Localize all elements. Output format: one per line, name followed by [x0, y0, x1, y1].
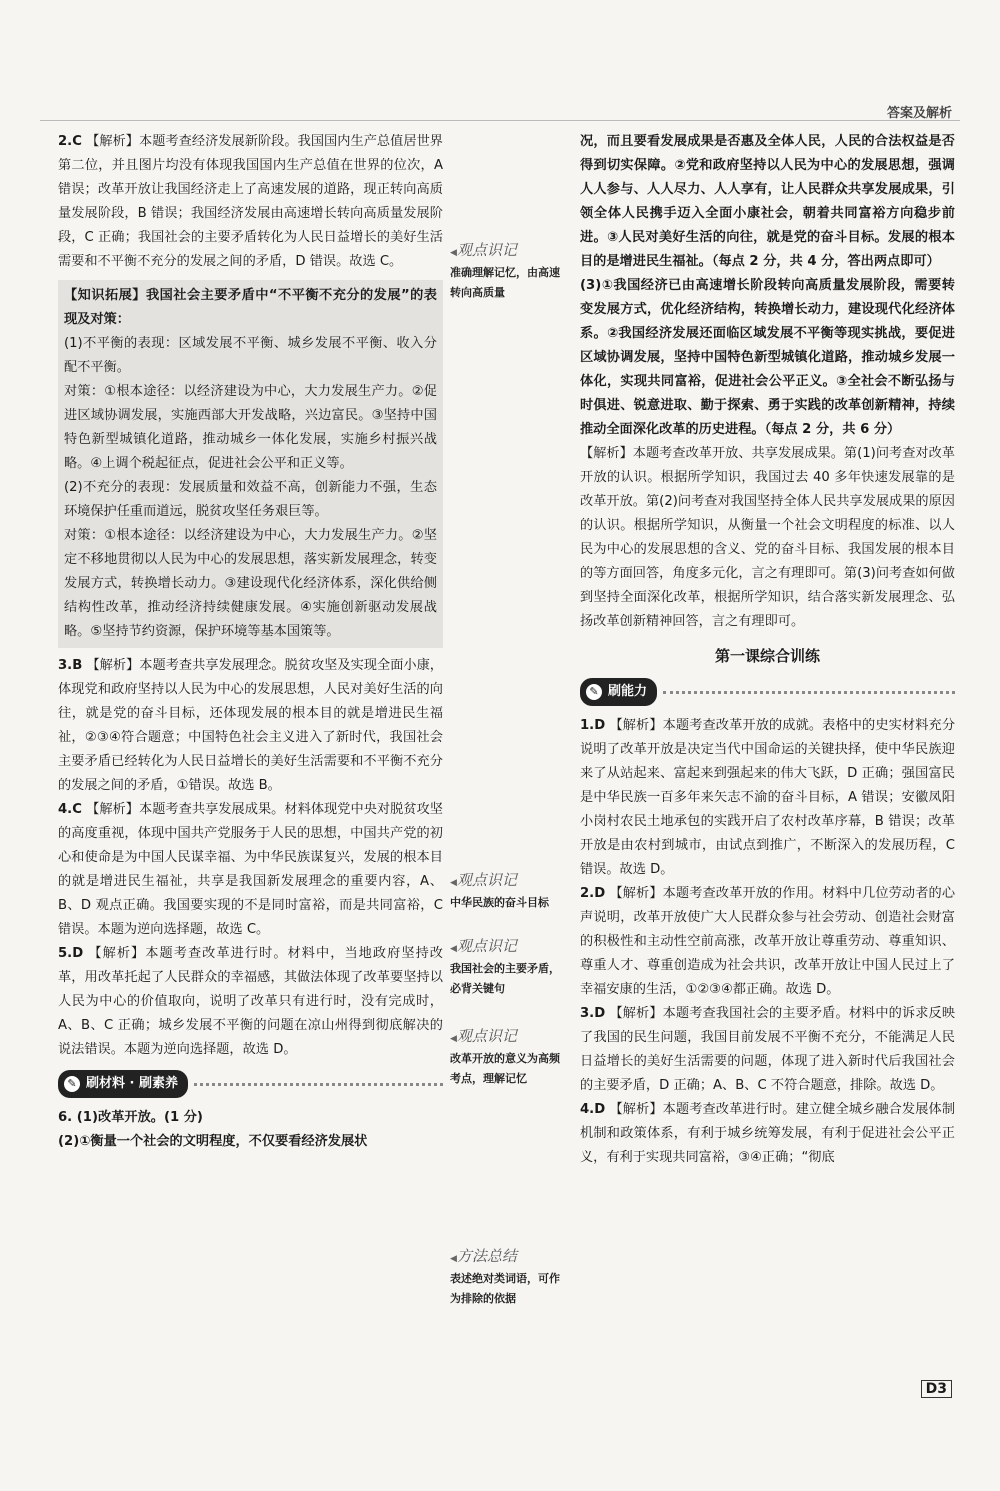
answer-letter: D: [594, 718, 606, 733]
expansion-item: 对策：①根本途径：以经济建设为中心，大力发展生产力。②促进区域协调发展，实施西部大开发战略，兴边富民。③坚持中国特色新型城镇化道路，推动城乡一体化发展，实施乡村振兴战略。④上调个税起征点，促进社会公平和正义等。: [64, 384, 437, 471]
question-6-part-1: 6. (1)改革开放。(1 分): [58, 1110, 203, 1125]
question-2: [58, 130, 443, 274]
expansion-title: 【知识拓展】我国社会主要矛盾中“不平衡不充分的发展”的表现及对策：: [64, 288, 437, 327]
question-text: 【解析】本题考查改革进行时。建立健全城乡融合发展体制机制和政策体系，有利于城乡统筹发展，有利于促进社会公平正义，有利于实现共同富裕，③④正确；“彻底: [580, 1102, 956, 1165]
side-note-2: [450, 870, 568, 913]
question-6-part-3: (3)①我国经济已由高速增长阶段转向高质量发展阶段，需要转变发展方式，优化经济结构，转换增长动力，建设现代化经济体系。②我国经济发展还面临区域发展不平衡等现实挑战，要促进区域协调发展，坚持中国特色新型城镇化道路，推动城乡发展一体化，实现共同富裕，促进社会公平正义。③全社会不断弘扬与时俱进、锐意进取、勤于探索、勇于实践的改革创新精神，持续推动全面深化改革的历史进程。（每点 2 分，共 6 分）: [580, 278, 955, 437]
expansion-item: (1)不平衡的表现：区域发展不平衡、城乡发展不平衡、收入分配不平衡。: [64, 336, 437, 375]
side-note-text: 准确理解记忆，由高速转向高质量: [450, 266, 560, 299]
answer-letter: D: [594, 886, 606, 901]
page-header: 答案及解析: [886, 106, 952, 121]
question-number: 3.: [58, 658, 73, 673]
banner-tag: [58, 1070, 188, 1098]
banner-tag: [580, 678, 657, 706]
side-note-5: [450, 1246, 568, 1309]
side-note-title: ◀ 观点识记: [450, 936, 568, 959]
expansion-item: 对策：①根本途径：以经济建设为中心，大力发展生产力。②坚定不移地贯彻以人民为中心的发展思想，落实新发展理念，转变发展方式，转换增长动力。③建设现代化经济体系，深化供给侧结构性改革，推动经济持续健康发展。④实施创新驱动发展战略。⑤坚持节约资源，保护环境等基本国策等。: [64, 528, 437, 639]
question-6-part-2: (2)①衡量一个社会的文明程度，不仅要看经济发展状: [58, 1134, 368, 1149]
question-3: [58, 654, 443, 798]
side-note-text: 改革开放的意义为高频考点，理解记忆: [450, 1052, 560, 1085]
answer-letter: D: [72, 946, 84, 961]
question-text: 【解析】本题考查改革开放的作用。材料中几位劳动者的心声说明，改革开放使广大人民群众参与社会劳动、创造社会财富的积极性和主动性空前高涨，改革开放让尊重劳动、尊重知识、尊重人才、尊重创造成为社会共识，改革开放让中国人民过上了幸福安康的生活，①②③④都正确。故选 D。: [580, 886, 956, 997]
question-6-analysis: 【解析】本题考查改革开放、共享发展成果。第(1)问考查对改革开放的认识。根据所学知识，我国过去 40 多年快速发展靠的是改革开放。第(2)问考查对我国坚持全体人民共享发展成果的原因的认识。根据所学知识，从衡量一个社会文明程度的标准、以人民为中心的发展思想的含义、党的奋斗目标、我国发展的根本目的等方面回答，角度多元化，言之有理即可。第(3)问考查如何做到坚持全面深化改革，根据所学知识，结合落实新发展理念、弘扬改革创新精神回答，言之有理即可。: [580, 446, 955, 629]
question-4: [58, 798, 443, 942]
left-column: [58, 130, 443, 1154]
ability-question-4: [580, 1098, 955, 1170]
side-note-text: 我国社会的主要矛盾，必背关键句: [450, 962, 560, 995]
question-6-part-2-continued: 况，而且要看发展成果是否惠及全体人民，人民的合法权益是否得到切实保障。②党和政府坚持以人民为中心的发展思想，强调人人参与、人人尽力、人人享有，让人民群众共享发展成果，引领全体人民携手迈入全面小康社会，朝着共同富裕方向稳步前进。③人民对美好生活的向往，就是党的奋斗目标。发展的根本目的是增进民生福祉。（每点 2 分，共 4 分，答出两点即可）: [580, 134, 955, 269]
question-number: 4.: [580, 1102, 595, 1117]
question-number: 2.: [58, 134, 73, 149]
question-number: 5.: [58, 946, 73, 961]
question-text: 【解析】本题考查改革进行时。材料中，当地政府坚持改革，用改革托起了人民群众的幸福感，其做法体现了改革要坚持以人民为中心的价值取向，说明了改革只有进行时，没有完成时，A、B、C 正确；城乡发展不平衡的问题在凉山州得到彻底解决的说法错误。本题为逆向选择题，故选 D。: [58, 946, 443, 1057]
pen-icon: ✎: [586, 684, 602, 700]
side-note-text: 表述绝对类词语，可作为排除的依据: [450, 1272, 560, 1305]
answer-letter: B: [72, 658, 83, 673]
pen-icon: ✎: [64, 1076, 80, 1092]
side-note-title: ◀ 观点识记: [450, 240, 568, 263]
header-divider: [40, 120, 960, 121]
question-text: 【解析】本题考查共享发展理念。脱贫攻坚及实现全面小康，体现党和政府坚持以人民为中心的发展思想，人民对美好生活的向往，就是党的奋斗目标，还体现发展的根本目的就是增进民生福祉，②③④符合题意；中国特色社会主义进入了新时代，我国社会主要矛盾已经转化为人民日益增长的美好生活需要和不平衡不充分的发展之间的矛盾，①错误。故选 B。: [58, 658, 443, 793]
ability-question-3: [580, 1002, 955, 1098]
ability-question-1: [580, 714, 955, 882]
side-note-3: [450, 936, 568, 999]
banner-dots: [194, 1083, 443, 1086]
question-5: [58, 942, 443, 1062]
side-note-1: [450, 240, 568, 303]
question-number: 4.: [58, 802, 73, 817]
right-column: [580, 130, 955, 1170]
banner-label: 刷能力: [608, 684, 648, 699]
question-number: 1.: [580, 718, 595, 733]
question-text: 【解析】本题考查我国社会的主要矛盾。材料中的诉求反映了我国的民生问题，我国目前发展不平衡不充分，不能满足人民日益增长的美好生活需要的问题，体现了进入新时代后我国社会的主要矛盾，D 正确；A、B、C 不符合题意，排除。故选 D。: [580, 1006, 956, 1093]
question-number: 3.: [580, 1006, 595, 1021]
page-number: D3: [921, 1380, 952, 1398]
side-note-title: ◀ 方法总结: [450, 1246, 568, 1269]
answer-letter: C: [72, 134, 82, 149]
question-text: 【解析】本题考查经济发展新阶段。我国国内生产总值居世界第二位，并且图片均没有体现我国国内生产总值在世界的位次，A 错误；改革开放让我国经济走上了高速发展的道路，现正转向高质量发展阶段，B 错误；我国经济发展由高速增长转向高质量发展阶段，C 正确；我国社会的主要矛盾转化为人民日益增长的美好生活需要和不平衡不充分的发展之间的矛盾，D 错误。故选 C。: [58, 134, 443, 269]
side-note-title: ◀ 观点识记: [450, 1026, 568, 1049]
question-number: 2.: [580, 886, 595, 901]
banner-label: 刷材料 · 刷素养: [86, 1076, 178, 1091]
banner-dots: [663, 691, 955, 694]
ability-question-2: [580, 882, 955, 1002]
side-note-title: ◀ 观点识记: [450, 870, 568, 893]
section-title: 第一课综合训练: [714, 647, 820, 665]
knowledge-expansion-box: [58, 280, 443, 648]
side-note-text: 中华民族的奋斗目标: [450, 896, 549, 909]
answer-letter: C: [72, 802, 82, 817]
answer-letter: D: [594, 1006, 606, 1021]
section-banner-ability: [580, 678, 955, 706]
question-text: 【解析】本题考查共享发展成果。材料体现党中央对脱贫攻坚的高度重视，体现中国共产党服务于人民的思想，中国共产党的初心和使命是为中国人民谋幸福、为中华民族谋复兴，发展的根本目的就是增进民生福祉，共享是我国新发展理念的重要内容，A、B、D 观点正确。我国要实现的不是同时富裕，而是共同富裕，C 错误。本题为逆向选择题，故选 C。: [58, 802, 443, 937]
side-note-4: [450, 1026, 568, 1089]
answer-letter: D: [594, 1102, 606, 1117]
expansion-item: (2)不充分的表现：发展质量和效益不高，创新能力不强，生态环境保护任重而道远，脱贫攻坚任务艰巨等。: [64, 480, 437, 519]
section-banner-material: [58, 1070, 443, 1098]
question-text: 【解析】本题考查改革开放的成就。表格中的史实材料充分说明了改革开放是决定当代中国命运的关键抉择，使中华民族迎来了从站起来、富起来到强起来的伟大飞跃，D 正确；强国富民是中华民族一百多年来矢志不渝的奋斗目标，A 错误；安徽凤阳小岗村农民土地承包的实践开启了农村改革序幕，B 错误；改革开放是由农村到城市，由试点到推广，不断深入的发展历程，C 错误。故选 D。: [580, 718, 956, 877]
